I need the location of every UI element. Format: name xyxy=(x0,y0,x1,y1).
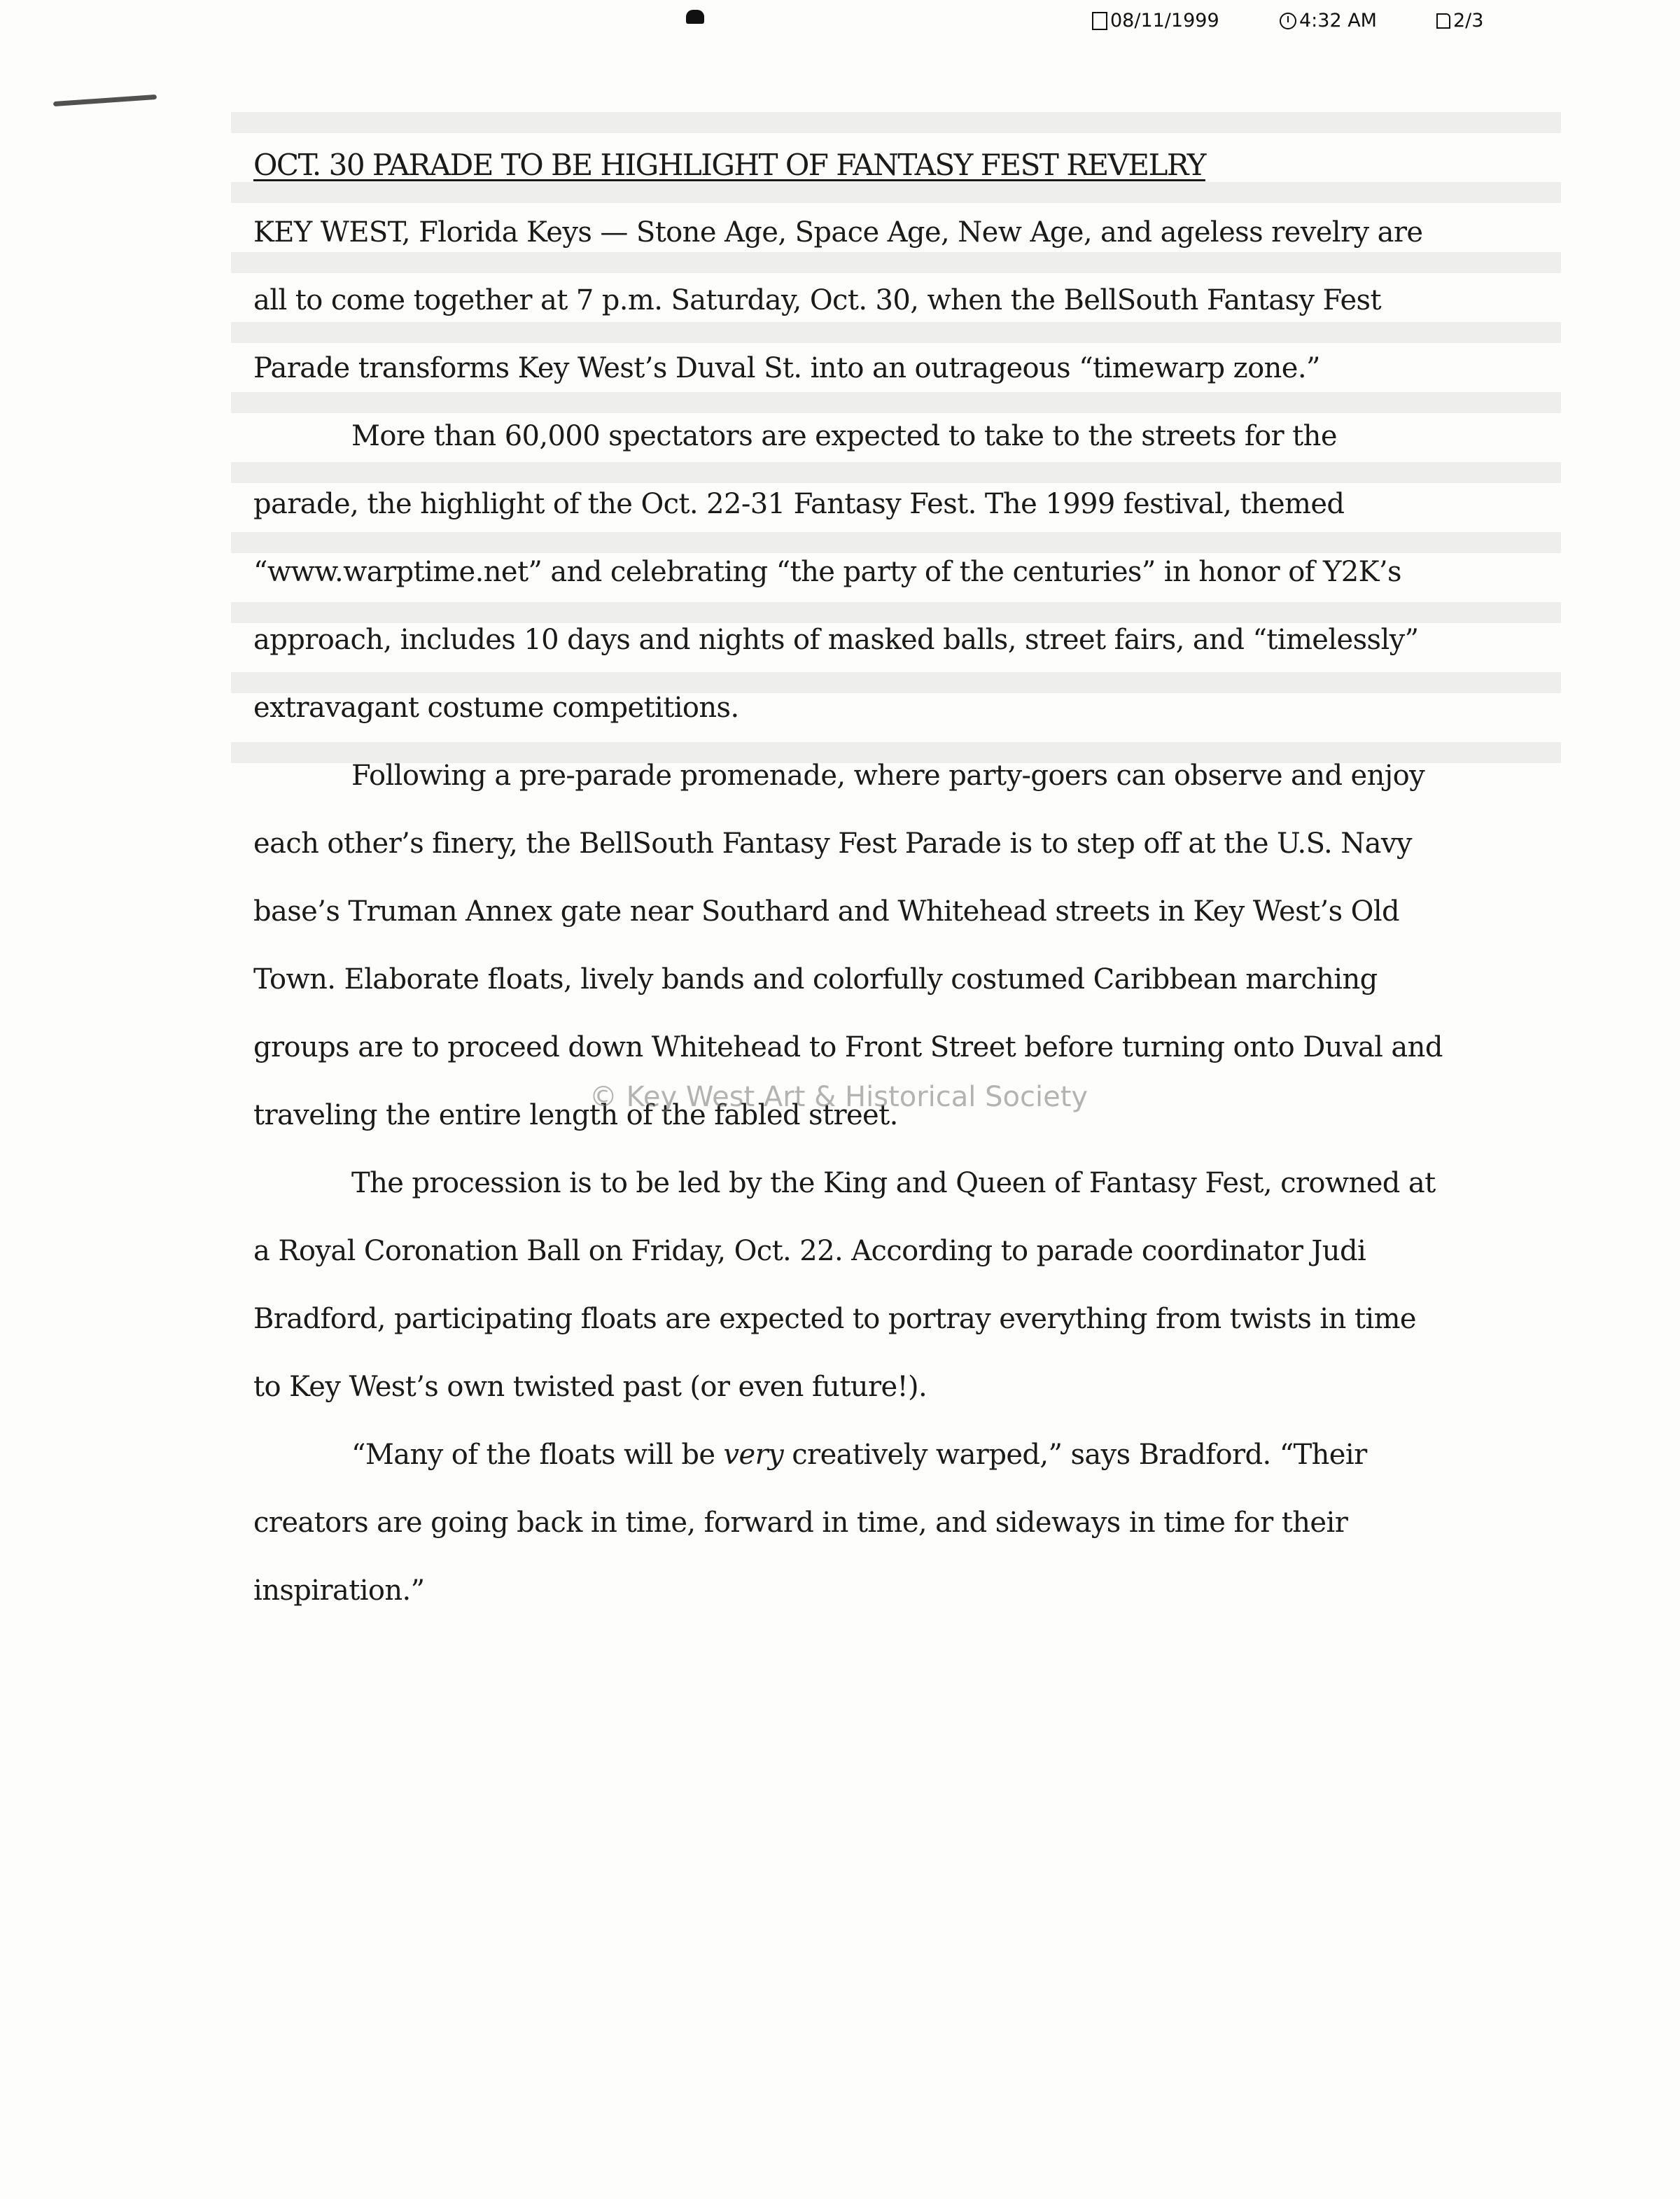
paragraph-spectators: More than 60,000 spectators are expected to take to the streets for the parade, the highlight of the Oct. 22-31 Fantasy Fest. The 1999 festival, themed “www.warptime.net” and celebrating “the party of the centuries” in honor of Y2K’s approach, includes 10 days and nights of masked balls, street fairs, and “timelessly” extravagant costume competitions. xyxy=(253,420,1419,724)
fax-page-count xyxy=(1436,10,1483,32)
phone-icon xyxy=(686,10,704,24)
fax-time xyxy=(1280,10,1377,32)
fax-date xyxy=(1092,10,1219,32)
paragraph-lede: KEY WEST, Florida Keys — Stone Age, Space Age, New Age, and ageless revelry are all to come together at 7 p.m. Saturday, Oct. 30, when the BellSouth Fantasy Fest Parade transforms Key West’s Duval St. into an outrageous “timewarp zone.” xyxy=(253,216,1423,384)
page-icon xyxy=(1436,13,1450,29)
margin-pen-mark xyxy=(53,95,157,106)
paragraph-procession: The procession is to be led by the King and Queen of Fantasy Fest, crowned at a Royal Coronation Ball on Friday, Oct. 22. According to parade coordinator Judi Bradford, participating floats are expected to portray everything from twists in time to Key West’s own twisted past (or even future!). xyxy=(253,1167,1436,1403)
fax-header xyxy=(0,10,1680,38)
fax-page-text: 2/3 xyxy=(1453,10,1484,32)
calendar-icon xyxy=(1092,12,1107,30)
headline: OCT. 30 PARADE TO BE HIGHLIGHT OF FANTASY FEST REVELRY xyxy=(253,148,1205,182)
press-release-body xyxy=(253,144,1443,1625)
quote-emphasis: very xyxy=(723,1439,784,1471)
paragraph-quote xyxy=(253,1421,1443,1625)
fax-time-text: 4:32 AM xyxy=(1299,10,1377,32)
fax-phone-indicator xyxy=(686,10,704,24)
quote-after: creatively warped,” says Bradford. “Their creators are going back in time, forward in time, and sideways in time for their inspiration.” xyxy=(253,1439,1367,1607)
quote-before: “Many of the floats will be xyxy=(351,1439,724,1471)
clock-icon xyxy=(1280,13,1296,29)
copyright-watermark: © Key West Art & Historical Society xyxy=(589,1081,1088,1113)
fax-date-text: 08/11/1999 xyxy=(1110,10,1219,32)
paragraph-route: Following a pre-parade promenade, where party-goers can observe and enjoy each other’s finery, the BellSouth Fantasy Fest Parade is to step off at the U.S. Navy base’s Truman Annex gate near Southard and Whitehead streets in Key West’s Old Town. Elaborate floats, lively bands and colorfully costumed Caribbean marching groups are to proceed down Whitehead to Front Street before turning onto Duval and traveling the entire length of the fabled street. xyxy=(253,760,1443,1131)
